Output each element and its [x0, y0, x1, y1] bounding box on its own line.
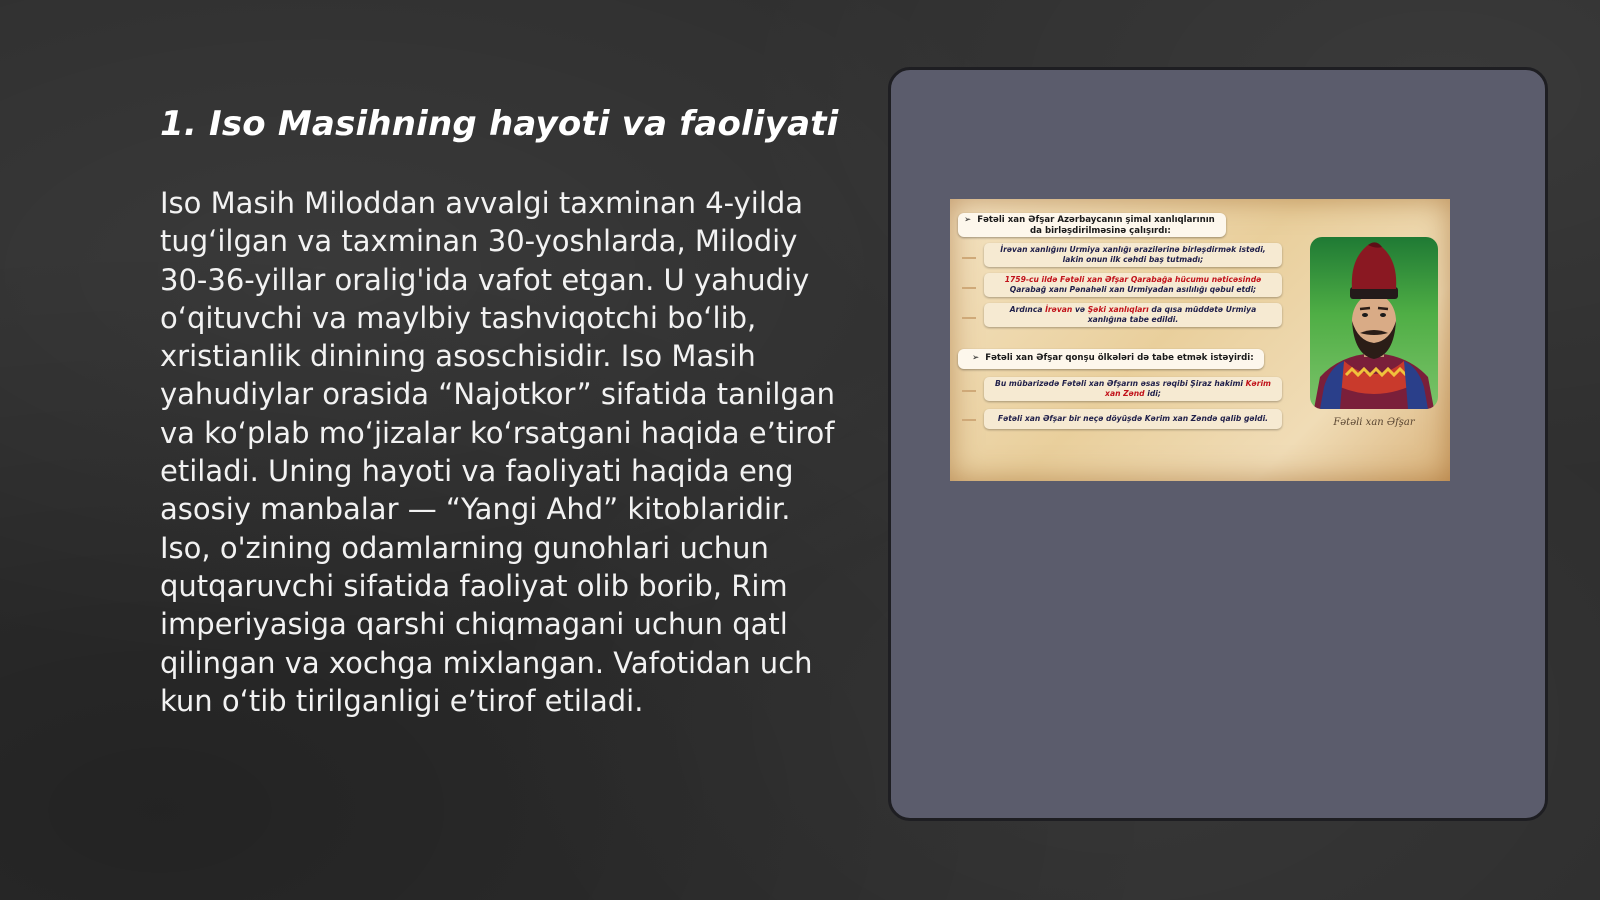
- slide-body-text: Iso Masih Miloddan avvalgi taxminan 4-yilda tug‘ilgan va taxminan 30-yoshlarda, Milodiy 30-36-yillar oralig'ida vafot etgan. U yahudiy o‘qituvchi va maylbiy tashviqotchi bo‘lib, xristianlik dinining asoschisidir. Iso Masih yahudiylar orasida “Najotkor” sifatida tanilgan va ko‘plab mo‘jizalar ko‘rsatgani haqida e’tirof etiladi. Uning hayoti va faoliyati haqida eng asosiy manbalar — “Yangi Ahd” kitoblaridir. Iso, o'zining odamlarning gunohlari uchun qutqaruvchi sifatida faoliyat olib borib, Rim imperiyasiga qarshi chiqmagani uchun qatl qilingan va xochga mixlangan. Vafotidan uch kun o‘tib tirilganligi e’tirof etiladi.: [160, 186, 836, 718]
- embedded-row: 1759-cu ildә Fәtәli xan Әfşar Qarabağa hücumu nәticәsindә Qarabağ xanı Pәnahәli xan Urmiyadan asılılığı qәbul etdi;: [984, 273, 1282, 297]
- bullet-dash: [962, 257, 976, 259]
- embedded-row: Fәtәli xan Әfşar bir neçә döyüşdә Kәrim xan Zәndә qalib gәldi.: [984, 409, 1282, 429]
- portrait-illustration: [1310, 237, 1438, 409]
- embedded-row: Bu mübarizәdә Fәtәli xan Әfşarın әsas rәqibi Şiraz hakimi Kәrim xan Zәnd idi;: [984, 377, 1282, 401]
- embedded-heading-2: ➢ Fәtәli xan Әfşar qonşu ölkәlәri dә tabe etmәk istәyirdi:: [958, 349, 1264, 369]
- arrow-icon: ➢: [964, 215, 972, 225]
- bullet-dash: [962, 287, 976, 289]
- arrow-icon: ➢: [972, 353, 980, 363]
- portrait-caption: Fәtәli xan Әfşar: [1333, 417, 1415, 428]
- bullet-dash: [962, 390, 976, 392]
- embedded-slide-image: [950, 199, 1450, 481]
- slide-title: 1. Iso Masihning hayoti va faoliyati: [160, 104, 839, 144]
- embedded-heading-1: ➢ Fәtәli xan Әfşar Azәrbaycanın şimal xanlıqlarının da birlәşdirilmәsinә çalışırdı:: [958, 213, 1226, 237]
- embedded-row: İrәvan xanlığını Urmiya xanlığı әrazilәrinә birlәşdirmәk istәdi, lakin onun ilk cәhdi baş tutmadı;: [984, 243, 1282, 267]
- bullet-dash: [962, 419, 976, 421]
- portrait-image: [1310, 237, 1438, 409]
- embedded-row: Ardınca İrәvan vә Şәki xanlıqları da qısa müddәtә Urmiya xanlığına tabe edildi.: [984, 303, 1282, 327]
- bullet-dash: [962, 317, 976, 319]
